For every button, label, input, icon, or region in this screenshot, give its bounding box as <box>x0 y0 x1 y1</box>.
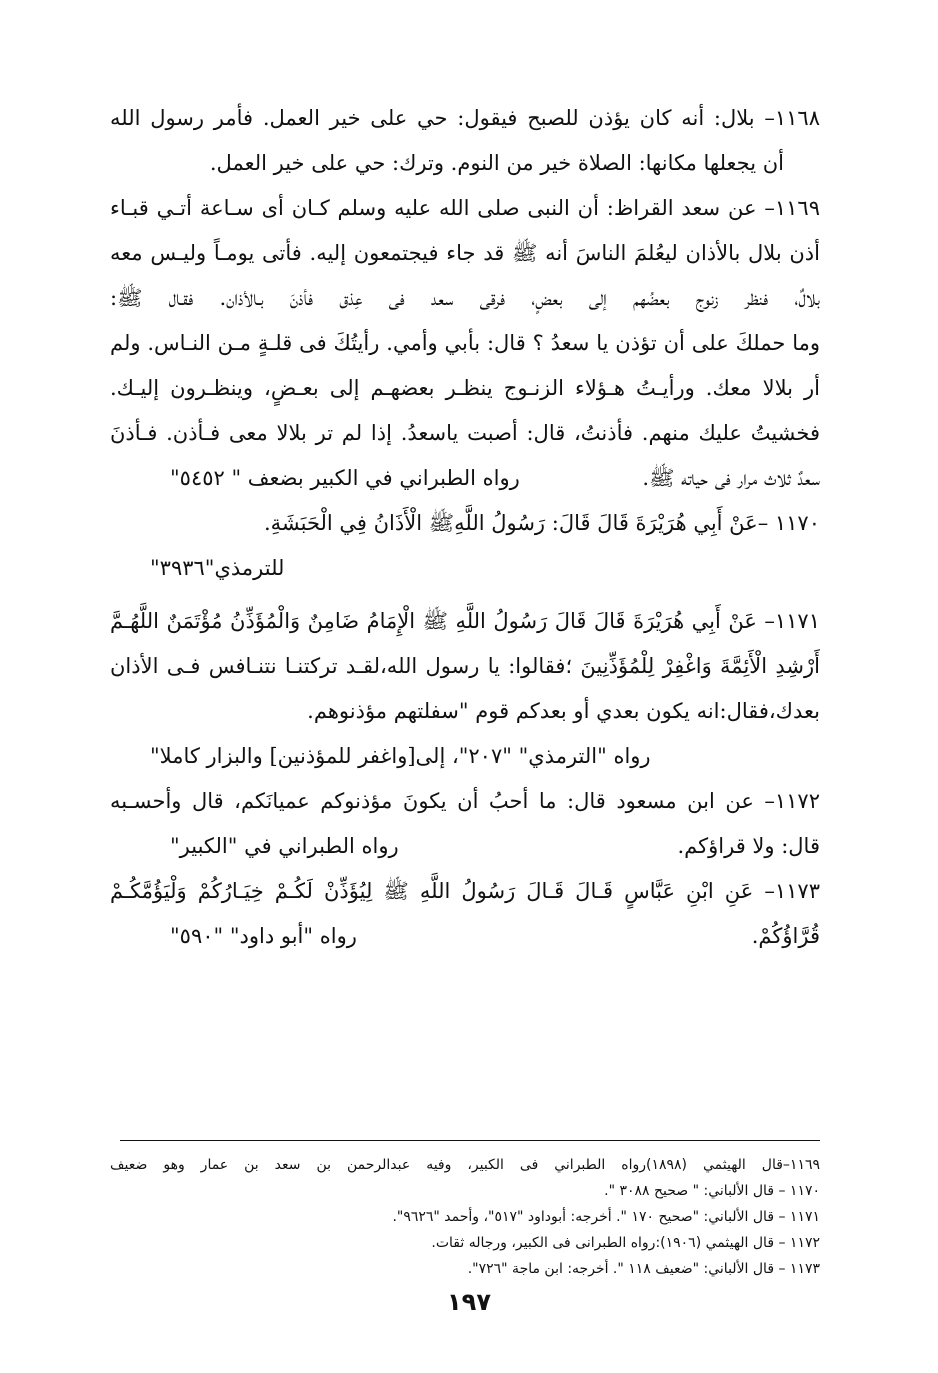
hadith-source: رواه الطبراني في "الكبير" <box>170 834 399 858</box>
text-line: فخشيتُ عليك منهم. فأذنتُ، قال: أصبت ياسعدُ. إذا لم تر بلالا معى فـأذن. فـأذنَ <box>110 421 820 445</box>
footnote: ١١٧١ – قال الألباني: "صحيح ١٧٠ ". أخرجه: أبوداود "٥١٧"، وأحمد "٩٦٢٦". <box>392 1209 820 1225</box>
hadith-1171-source: رواه "الترمذي" "٢٠٧"، إلى[واغفر للمؤذنين] والبزار كاملا" <box>150 744 651 768</box>
text-line: بلالٌ، فنظر زنوج بعضُهم إلى بعضٍ، فرقى سعد فى عِذق فأذنَ بـالأذان. فقـال ﷺ: <box>110 286 820 310</box>
footnotes <box>110 1152 820 1282</box>
hadith-1171-line: بعدك،فقال:انه يكون بعدي أو بعدكم قوم "سفلتهم مؤذنوهم. <box>307 699 820 723</box>
text-line: ١١٦٩– عن سعد القراظ: أن النبى صلى الله عليه وسلم كـان أى سـاعة أتـي قبـاء <box>110 196 820 220</box>
hadith-text: قُرَّاؤُكُمْ. <box>751 924 820 948</box>
main-text <box>110 96 820 959</box>
hadith-source: رواه الطبراني في الكبير بضعف " ٥٤٥٢" <box>170 466 520 490</box>
footnote: ١١٧٣ – قال الألباني: "ضعيف ١١٨ ". أخرجه: ابن ماجة "٧٢٦". <box>467 1261 820 1277</box>
footnote: ١١٧٢ – قال الهيثمي (١٩٠٦):رواه الطبرانى فى الكبير، ورجاله ثقات. <box>431 1235 820 1251</box>
hadith-1170: ١١٧٠ –عَنْ أَبِي هُرَيْرَةَ قَالَ قَالَ: رَسُولُ اللَّهِﷺ الْأَذَانُ فِي الْحَبَشَةِ. <box>263 511 820 535</box>
text-line: أر بلالا معك. ورأيـتُ هـؤلاء الزنـوج ينظـر بعضهـم إلى بعـضٍ، وينظـرون إليـك. <box>110 376 820 400</box>
hadith-1172-end <box>110 824 820 869</box>
hadith-text: قال: ولا قراؤكم. <box>677 834 820 858</box>
hadith-1172-line: ١١٧٢– عن ابن مسعود قال: ما أحبُ أن يكونَ مؤذنوكم عميانَكم، قال وأحسـبه <box>110 789 820 813</box>
hadith-source: رواه "أبو داود" "٥٩٠" <box>170 924 357 948</box>
hadith-1169-end <box>110 456 820 501</box>
hadith-1173-line: ١١٧٣– عَنِ ابْنِ عَبَّاسٍ قَـالَ قَـالَ رَسُولُ اللَّهِ ﷺ لِيُؤَذِّنْ لَكُـمْ خِيَـارُكُمْ وَلْيَؤُمَّكُـمْ <box>110 879 820 903</box>
hadith-text: سعدٌ ثلاث مرار فى حياته ﷺ. <box>642 466 820 490</box>
page-number: ١٩٧ <box>447 1288 491 1316</box>
text-line: أذن بلال بالأذان ليعُلمَ الناسَ أنه ﷺ قد جاء فيجتمعون إليه. فأتى يومـاً وليـس معه <box>110 241 820 265</box>
hadith-1170-source: للترمذي"٣٩٣٦" <box>150 556 285 580</box>
footnote: ١١٧٠ – قال الألباني: " صحيح ٣٠٨٨ ". <box>604 1183 820 1199</box>
text-line: وما حملكَ على أن تؤذن يا سعدُ ؟ قال: بأبي وأمي. رأيتُكَ فى قلـةٍ مـن النـاس. ولم <box>110 331 820 355</box>
footnote-separator <box>120 1140 820 1141</box>
hadith-1171-line: أَرْشِدِ الْأَئِمَّةَ وَاغْفِرْ لِلْمُؤَذِّنِينَ ؛فقالوا: يا رسول الله،لقـد تركتنـا نتنـافس فـى الأذان <box>110 654 820 678</box>
text-line: أن يجعلها مكانها: الصلاة خير من النوم. وترك: حي على خير العمل. <box>209 151 784 175</box>
text-line: ١١٦٨– بلال: أنه كان يؤذن للصبح فيقول: حي على خير العمل. فأمر رسول الله <box>110 106 820 130</box>
footnote: ١١٦٩–قال الهيثمي (١٨٩٨)رواه الطبراني فى الكبير، وفيه عبدالرحمن بن سعد بن عمار وهو ضعيف <box>110 1157 820 1173</box>
hadith-1171-line: ١١٧١– عَنْ أَبِي هُرَيْرَةَ قَالَ قَالَ رَسُولُ اللَّهِ ﷺ الْإِمَامُ ضَامِنٌ وَالْمُؤَذِّنُ مُؤْتَمَنٌ اللَّهُـمَّ <box>110 609 820 633</box>
hadith-1173-end <box>110 914 820 959</box>
